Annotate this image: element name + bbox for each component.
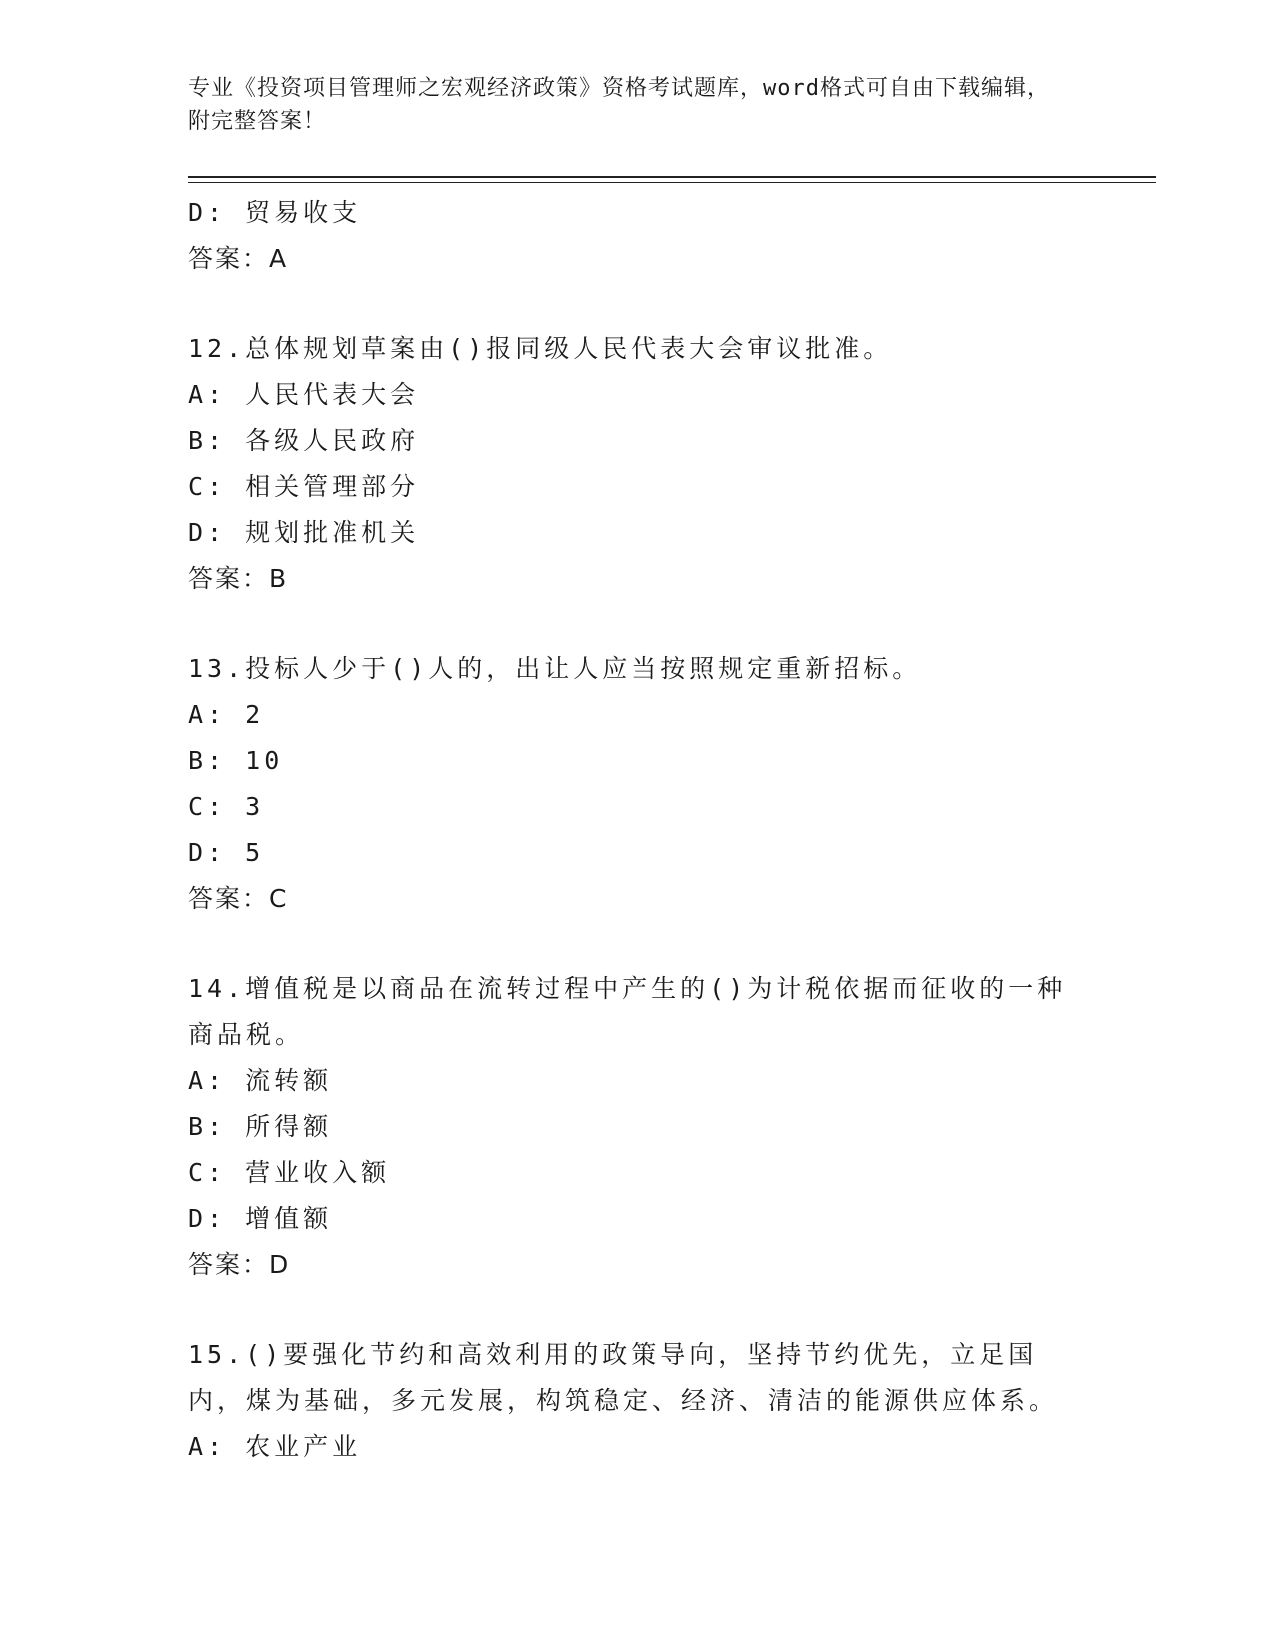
document-header: 专业《投资项目管理师之宏观经济政策》资格考试题库，word格式可自由下载编辑，附完整答案！	[188, 76, 1050, 134]
question-14	[188, 966, 1088, 1288]
option-c: C: 相关管理部分	[188, 472, 420, 501]
answer-line: 答案：B	[188, 564, 289, 593]
question-text: 12.总体规划草案由()报同级人民代表大会审议批准。	[188, 334, 893, 363]
option-d: D: 规划批准机关	[188, 518, 420, 547]
option-d: D: 5	[188, 838, 265, 867]
header-divider-thin	[188, 182, 1156, 183]
option-c: C: 营业收入额	[188, 1158, 391, 1187]
answer-line: 答案：D	[188, 1250, 291, 1279]
option-b: B: 10	[188, 746, 284, 775]
question-list	[188, 190, 1088, 1470]
answer-line: 答案：A	[188, 244, 289, 273]
question-13	[188, 646, 1088, 922]
previous-question-tail	[188, 190, 1088, 282]
option-b: B: 各级人民政府	[188, 426, 420, 455]
header-divider	[188, 176, 1156, 178]
question-text: 14.增值税是以商品在流转过程中产生的()为计税依据而征收的一种商品税。	[188, 974, 1067, 1049]
answer-line: 答案：C	[188, 884, 289, 913]
option-d: D: 贸易收支	[188, 198, 362, 227]
question-text: 15.()要强化节约和高效利用的政策导向，坚持节约优先，立足国内，煤为基础，多元发展，构筑稳定、经济、清洁的能源供应体系。	[188, 1340, 1059, 1415]
option-a: A: 2	[188, 700, 265, 729]
question-text: 13.投标人少于()人的，出让人应当按照规定重新招标。	[188, 654, 922, 683]
option-a: A: 流转额	[188, 1066, 333, 1095]
option-c: C: 3	[188, 792, 265, 821]
question-12	[188, 326, 1088, 602]
option-d: D: 增值额	[188, 1204, 333, 1233]
question-15	[188, 1332, 1088, 1470]
option-a: A: 农业产业	[188, 1432, 362, 1461]
option-b: B: 所得额	[188, 1112, 333, 1141]
option-a: A: 人民代表大会	[188, 380, 420, 409]
